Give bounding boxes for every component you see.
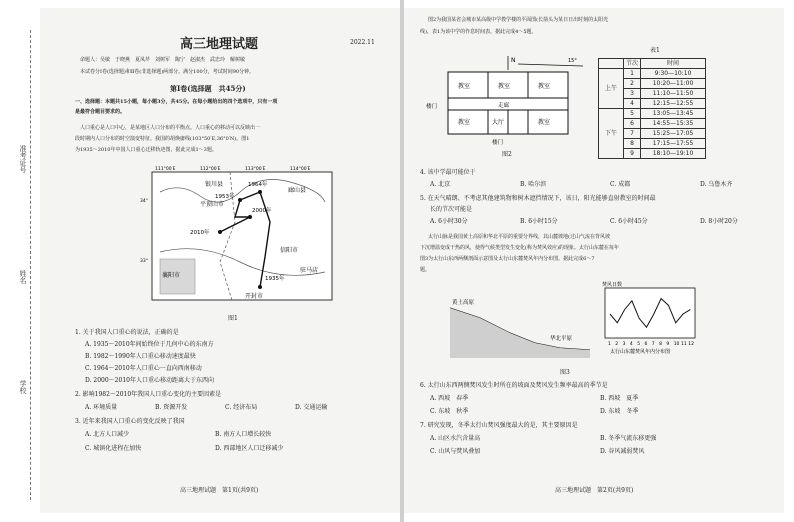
period-pm: 下午 [599, 109, 624, 159]
q3-option: C. 城镇化进程在加快 [85, 445, 142, 452]
footer-page-2: 高三地理试题 第2页(共9页) [555, 487, 634, 494]
q1-option: C. 1964～2010年人口重心一直向西南移动 [85, 365, 202, 372]
q6-option: C. 东坡 秋季 [430, 408, 469, 415]
q3-option: D. 西部地区人口迁移减少 [215, 445, 284, 452]
q3-stem: 3. 近年来我国人口重心的变化反映了我国 [75, 418, 185, 425]
q2-option: C. 经济布局 [225, 404, 258, 411]
point-2010 [218, 230, 222, 234]
q1-option: B. 1982～1990年人口重心移动速度最快 [85, 353, 196, 360]
q7-stem: 7. 研究发现，冬季太行山焚风强度最大的是，其主要原因是 [420, 422, 578, 429]
q7-option: C. 山风与焚风叠加 [430, 448, 481, 455]
passage2-line-1: 太行山脉是我国黄土高原和华北平原的重要分界线，其山麓坡地(过山气流在背风坡 [428, 234, 610, 240]
peak-label: 黄土高原 [452, 300, 475, 306]
label-city-g: 驻马店 [300, 267, 319, 274]
figure-2-floorplan [418, 52, 593, 152]
q4-option: D. 乌鲁木齐 [700, 181, 733, 188]
point-1953 [258, 190, 262, 194]
q4-option: C. 成都 [610, 181, 631, 188]
month-tick-label: 5 [637, 342, 641, 347]
lon-label-1: 111°00′E [155, 167, 176, 172]
timetable: 节次 时间 上午 1 9:30—10:10 2 10:20—11:00 3 11:10—11:50 4 12:15—12:55 下午 5 13:05—13:45 6 14:55—15:35 7 15:25—17:05 8 17:15—17:55 9 18:10—19:10 [598, 58, 706, 159]
label-2010: 2010年 [190, 230, 210, 236]
q7-option: A. 山区水汽含量高 [430, 435, 481, 442]
q5-option: B. 6小时15分 [520, 218, 558, 225]
room-label: 教室 [498, 83, 511, 90]
q7-option: B. 冬季气流东移更强 [600, 435, 657, 442]
label-city-f: 开封市 [245, 293, 264, 300]
corridor-label: 走廊 [498, 103, 510, 109]
point-1935 [258, 285, 262, 289]
label-1953: 1953年 [215, 194, 235, 200]
label-city-a: 银川县 [205, 181, 224, 188]
month-tick-label: 8 [659, 342, 662, 347]
footer-page-1: 高三地理试题 第1页(共9页) [180, 487, 259, 494]
passage-line-1: 人口重心是人口中心，是某地区人口分布的平衡点。人口重心的移动可以反映出一 [80, 125, 261, 131]
passage-line-2: 段时期内人口分布的时空演变特征。我国的胡焕庸线(103°50′E,36°0′N)。图1 [75, 136, 250, 142]
side-label-id: 准考证号 [19, 145, 27, 173]
month-tick-label: 10 [673, 342, 680, 347]
room-label: 教室 [458, 83, 471, 90]
q6-option: D. 东坡 冬季 [600, 408, 639, 415]
passage2-line-3: 图3为太行山东西两侧剖面示意图及太行山东麓焚风年内分布图。据此完成6～7 [420, 256, 595, 262]
figure-1-map [140, 162, 340, 312]
binding-line [30, 30, 31, 500]
q2-option: D. 交通运输 [295, 404, 328, 411]
figure-3-caption: 图3 [560, 369, 570, 376]
side-label-name: 姓名 [19, 270, 27, 284]
label-1964: 1964年 [248, 182, 268, 188]
q2-option: A. 环境质量 [85, 404, 118, 411]
section1-intro: 一、选择题：本题共15小题，每小题3分，共45分。在每小题给出的四个选项中，只有一项 [75, 99, 278, 105]
figure-3 [440, 278, 700, 368]
q1-stem: 1. 关于我国人口重心的说法，正确的是 [75, 329, 179, 336]
q5-option: A. 6小时30分 [430, 218, 468, 225]
q1-option: D. 2000～2010年人口重心移动距离大于东西向 [85, 377, 214, 384]
paper-info: 本试卷分Ⅰ卷(选择题)和Ⅱ卷(非选择题)两部分。满分100分，考试时间90分钟。 [80, 69, 255, 75]
table-header: 时间 [641, 59, 706, 69]
passage2-line-2: 下沉增温变成干热的风，使得气候类型发生变化(称为焚风效应)的现象。太行山东麓在每年 [420, 245, 619, 251]
month-tick-label: 12 [688, 342, 695, 347]
gate-bottom-label: 楼门 [492, 140, 504, 146]
q5-option: D. 8小时20分 [700, 218, 738, 225]
table-header: 节次 [624, 59, 641, 69]
point-2000 [248, 215, 252, 219]
lon-label-2: 112°00′E [200, 167, 221, 172]
q5-stem-2: 长的节次可能是 [430, 206, 473, 213]
q3-option: A. 北方人口减少 [85, 431, 130, 438]
side-label-school: 学校 [19, 380, 27, 394]
label-city-e: 平顶山市 [200, 201, 225, 208]
month-tick-label: 2 [615, 342, 619, 347]
foehn-chart-title: 太行山东麓焚风年内分布图 [610, 349, 671, 355]
q4-option: A. 北京 [430, 181, 451, 188]
q1-option: A. 1935～2010年间始终位于几何中心的东南方 [85, 341, 214, 348]
month-tick-label: 9 [666, 342, 670, 347]
sunlight-arrow [518, 64, 583, 66]
lon-label-3: 113°00′E [245, 167, 266, 172]
exam-date: 2022.11 [350, 39, 375, 46]
p2-intro-1: 图2为我国某省会城市某高级中学教学楼的平面图(长箭头为某日日出时刻的太阳光 [428, 17, 609, 23]
month-tick-label: 1 [608, 342, 611, 347]
q7-option: D. 谷风减弱焚风 [600, 448, 645, 455]
north-label: N [511, 57, 516, 64]
q6-option: B. 西坡 夏季 [600, 395, 639, 402]
q2-option: B. 资源开发 [155, 404, 188, 411]
q6-option: A. 西坡 春季 [430, 395, 469, 402]
figure-1-caption: 图1 [228, 315, 238, 322]
label-city-c: 信阳市 [280, 247, 299, 254]
table-1-caption: 表1 [650, 47, 660, 54]
passage2-line-4: 题。 [420, 267, 431, 273]
passage-line-3: 为1935～2010年中国人口重心迁移轨迹图，据此完成1～3题。 [75, 147, 217, 153]
label-city-b: 廊山县 [288, 187, 307, 194]
angle-label: 15° [568, 58, 577, 64]
q4-stem: 4. 该中学最可能位于 [420, 169, 476, 176]
point-1964 [238, 198, 242, 202]
q5-stem: 5. 在天气晴朗、不考虑其他建筑物和树木遮挡情况下，该日，阳光能够直射教室的时间最 [420, 195, 656, 202]
lat-label-1: 34° [140, 199, 148, 204]
terrain-fill [450, 308, 590, 358]
month-tick-label: 11 [681, 342, 687, 347]
room-label: 教室 [538, 119, 551, 126]
q4-option: B. 哈尔滨 [520, 181, 547, 188]
month-tick-label: 7 [651, 342, 655, 347]
figure-2-caption: 图2 [502, 151, 512, 158]
label-1935: 1935年 [265, 276, 285, 282]
page-title: 高三地理试题 [180, 37, 259, 52]
q3-option: B. 南方人口增长较快 [215, 431, 272, 438]
month-tick-label: 6 [644, 342, 648, 347]
room-label: 教室 [458, 119, 471, 126]
label-city-d: 襄阳市 [162, 272, 181, 279]
month-tick-label: 4 [629, 342, 633, 347]
p2-intro-2: 线)，表1为该中学的作息时间表。据此完成4～5题。 [420, 29, 537, 35]
section1-intro-2: 是最符合题目要求的。 [75, 109, 126, 115]
foehn-chart-frame [605, 288, 695, 338]
room-label: 教室 [538, 83, 551, 90]
q6-stem: 6. 太行山东西两侧焚风发生时所在的坡面及焚风发生频率最高的季节是 [420, 382, 608, 389]
gate-left-label: 楼门 [426, 104, 438, 110]
authors-line: 命题人：吴敏 于晓燕 夏凤芹 刘树军 陶宁 赵淑杰 武忠玲 解树敏 [80, 57, 246, 63]
month-tick-label: 3 [622, 342, 626, 347]
q2-stem: 2. 影响1982～2010年我国人口重心变化的主要因素是 [75, 391, 222, 398]
label-2000: 2000年 [252, 208, 272, 214]
part1-heading: 第Ⅰ卷(选择题 共45分) [170, 84, 246, 93]
lat-label-2: 33° [140, 259, 148, 264]
foehn-y-title: 焚风日数 [602, 282, 623, 288]
period-am: 上午 [599, 69, 624, 109]
hall-label: 大厅 [492, 119, 505, 126]
q5-option: C. 6小时45分 [610, 218, 648, 225]
plain-label: 华北平原 [550, 336, 573, 342]
lon-label-4: 114°00′E [290, 167, 311, 172]
